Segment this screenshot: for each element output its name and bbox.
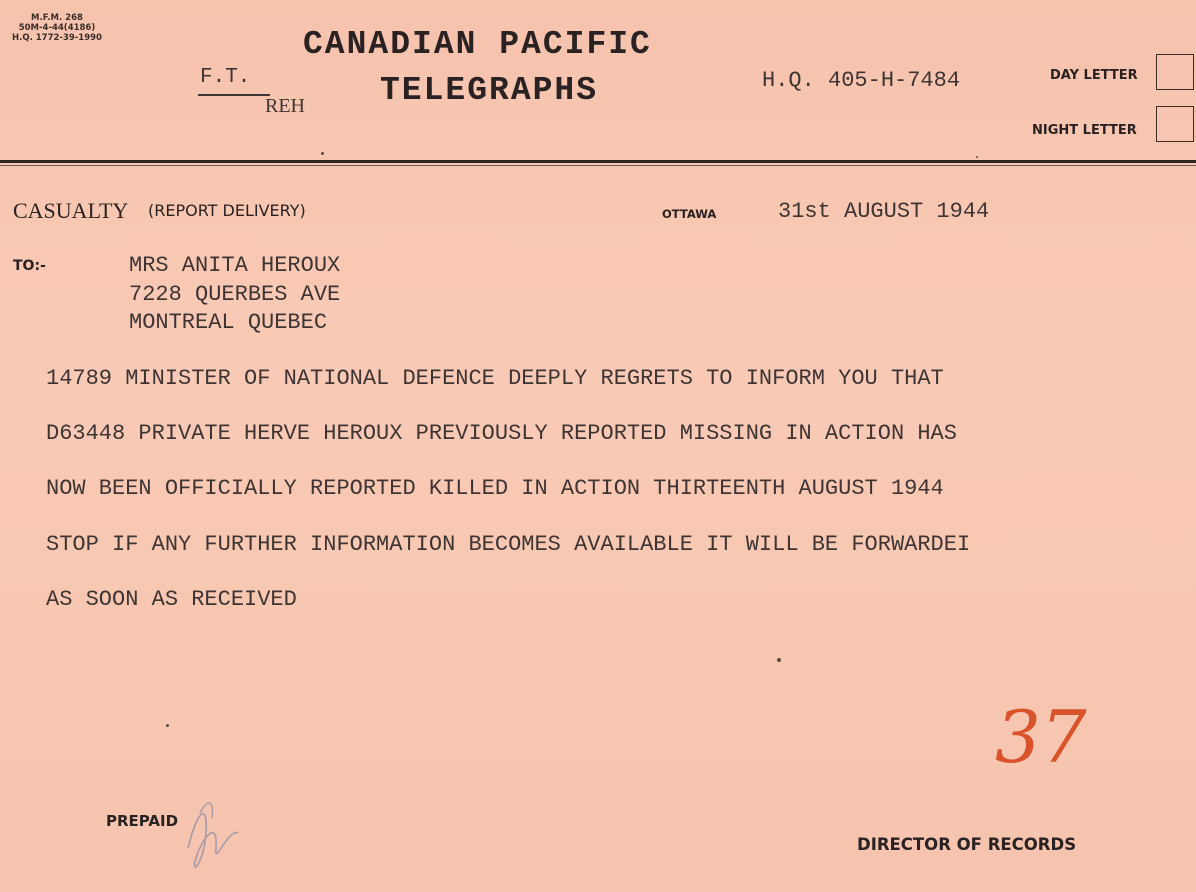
recipient-city: MONTREAL QUEBEC: [129, 310, 328, 335]
to-label: TO:-: [13, 258, 46, 274]
day-letter-checkbox: [1156, 54, 1194, 90]
prepaid-label: PREPAID: [106, 812, 179, 830]
form-code-line: M.F.M. 268: [31, 13, 83, 23]
telegram-type-note: (REPORT DELIVERY): [148, 201, 306, 220]
operator-initials: REH: [265, 95, 305, 117]
initials-scribble: [178, 788, 248, 888]
form-code-line: 50M-4-44(4186): [18, 23, 96, 33]
company-service: TELEGRAPHS: [380, 72, 599, 109]
paper-speck: [321, 152, 324, 155]
recipient-name: MRS ANITA HEROUX: [129, 253, 341, 278]
header-rule: [0, 160, 1196, 163]
message-line: STOP IF ANY FURTHER INFORMATION BECOMES AVAILABLE IT WILL BE FORWARDEI: [46, 532, 971, 557]
message-line: D63448 PRIVATE HERVE HEROUX PREVIOUSLY REPORTED MISSING IN ACTION HAS: [46, 421, 957, 446]
reference-number: H.Q. 405-H-7484: [762, 68, 961, 93]
origin-city: OTTAWA: [662, 207, 717, 221]
handwritten-page-number: 37: [995, 695, 1087, 779]
header-rule-thin: [0, 165, 1196, 166]
telegram-date: 31st AUGUST 1944: [778, 199, 990, 224]
message-line: 14789 MINISTER OF NATIONAL DEFENCE DEEPLY REGRETS TO INFORM YOU THAT: [46, 366, 944, 391]
message-line: NOW BEEN OFFICIALLY REPORTED KILLED IN ACTION THIRTEENTH AUGUST 1944: [46, 476, 944, 501]
night-letter-label: NIGHT LETTER: [1032, 123, 1137, 138]
paper-speck: [777, 658, 781, 662]
recipient-street: 7228 QUERBES AVE: [129, 282, 341, 307]
signature-director: DIRECTOR OF RECORDS: [857, 835, 1077, 854]
form-code-line: H.Q. 1772-39-1990: [12, 33, 102, 43]
night-letter-checkbox: [1156, 106, 1194, 142]
paper-speck: [976, 156, 978, 158]
day-letter-label: DAY LETTER: [1050, 68, 1138, 83]
form-code: [12, 13, 102, 43]
company-name: CANADIAN PACIFIC: [303, 26, 652, 63]
telegram-type: CASUALTY: [13, 198, 129, 223]
paper-speck: [166, 724, 169, 727]
message-line: AS SOON AS RECEIVED: [46, 587, 297, 612]
ft-mark: F.T.: [200, 66, 251, 89]
ft-underline: [198, 94, 270, 96]
